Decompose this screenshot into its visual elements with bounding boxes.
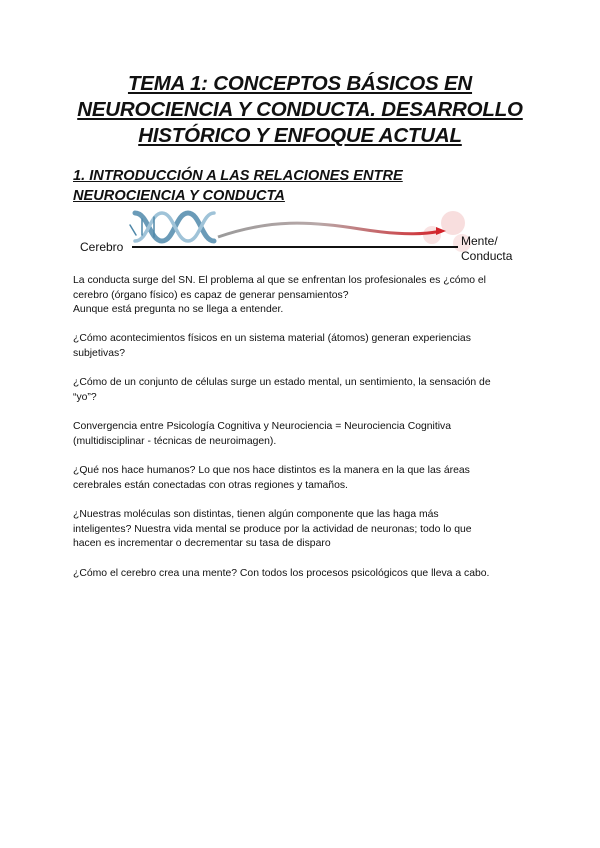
paragraph-line: inteligentes? Nuestra vida mental se produce por la actividad de neuronas; todo lo que	[73, 523, 472, 535]
paragraph-6	[73, 508, 533, 552]
mind-behavior-label	[461, 234, 512, 264]
paragraph-7	[73, 567, 533, 582]
paragraph-line: (multidisciplinar - técnicas de neuroimagen).	[73, 435, 277, 447]
title-line-1: TEMA 1: CONCEPTOS BÁSICOS EN	[127, 72, 473, 95]
paragraph-line: “yo”?	[73, 391, 97, 403]
paragraph-line: cerebrales están conectadas con otras regiones y tamaños.	[73, 479, 348, 491]
mind-label-line-2: Conducta	[461, 249, 513, 263]
section-heading-line-1: 1. INTRODUCCIÓN A LAS RELACIONES ENTRE	[73, 168, 403, 184]
section-heading-line-2: NEUROCIENCIA Y CONDUCTA	[73, 188, 285, 204]
paragraph-line: ¿Cómo acontecimientos físicos en un sistema material (átomos) generan experiencias	[73, 333, 471, 344]
paragraph-line: Convergencia entre Psicología Cognitiva y Neurociencia = Neurociencia Cognitiva	[73, 421, 452, 432]
page-title	[40, 71, 560, 149]
title-line-2: NEUROCIENCIA Y CONDUCTA. DESARROLLO	[77, 98, 523, 121]
paragraph-line: ¿Nuestras moléculas son distintas, tienen algún componente que las haga más	[73, 509, 439, 520]
paragraph-3	[73, 376, 533, 405]
paragraph-line: ¿Qué nos hace humanos? Lo que nos hace distintos es la manera en la que las áreas	[73, 465, 470, 476]
section-heading	[73, 166, 543, 206]
paragraph-1	[73, 274, 533, 318]
mind-label-line-1: Mente/	[461, 234, 498, 248]
paragraph-line: La conducta surge del SN. El problema al que se enfrentan los profesionales es ¿cómo el	[73, 275, 486, 286]
paragraph-4	[73, 420, 533, 449]
paragraph-line: hacen es incrementar o decrementar su tasa de disparo	[73, 538, 331, 550]
title-line-3: HISTÓRICO Y ENFOQUE ACTUAL	[138, 124, 462, 147]
paragraph-line: Aunque está pregunta no se llega a entender.	[73, 304, 284, 316]
paragraph-line: cerebro (órgano físico) es capaz de generar pensamientos?	[73, 289, 349, 301]
transition-arrow	[218, 223, 442, 237]
dna-helix-icon	[130, 213, 214, 241]
brain-label: Cerebro	[80, 240, 124, 254]
paragraph-line: ¿Cómo el cerebro crea una mente? Con todos los procesos psicológicos que lleva a cabo.	[73, 568, 490, 579]
paragraph-5	[73, 464, 533, 493]
paragraph-line: ¿Cómo de un conjunto de células surge un estado mental, un sentimiento, la sensación de	[73, 377, 491, 388]
paragraph-2	[73, 332, 533, 361]
paragraph-line: subjetivas?	[73, 347, 125, 359]
